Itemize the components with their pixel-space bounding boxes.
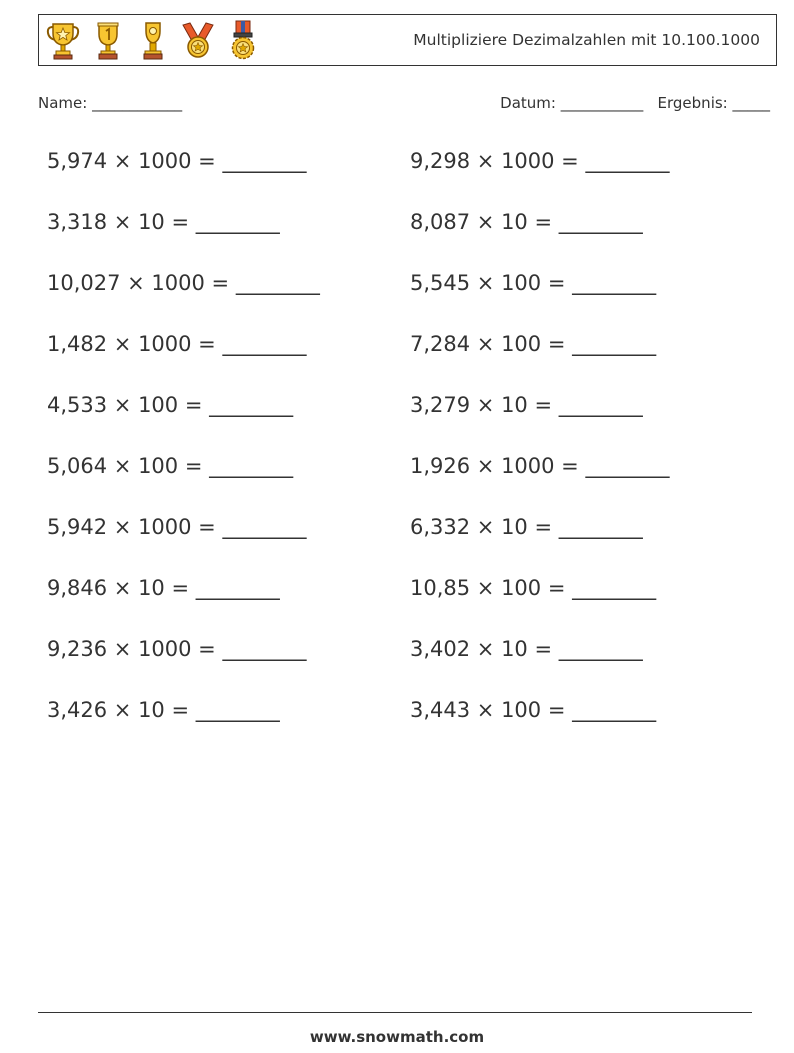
trophy-star-icon bbox=[45, 19, 81, 63]
problem-8: 7,284 × 100 = ________ bbox=[410, 332, 657, 356]
problem-7: 1,482 × 1000 = ________ bbox=[47, 332, 307, 356]
trophy-one-icon bbox=[90, 19, 126, 63]
worksheet-header bbox=[38, 14, 777, 66]
problem-16: 10,85 × 100 = ________ bbox=[410, 576, 657, 600]
result-field: Ergebnis: _____ bbox=[657, 94, 770, 112]
footer-website[interactable]: www.snowmath.com bbox=[309, 1028, 485, 1046]
problem-17: 9,236 × 1000 = ________ bbox=[47, 637, 307, 661]
problem-2: 9,298 × 1000 = ________ bbox=[410, 149, 670, 173]
problem-14: 6,332 × 10 = ________ bbox=[410, 515, 643, 539]
medal-ribbon-icon bbox=[180, 19, 216, 63]
trophy-cup-icon bbox=[135, 19, 171, 63]
problem-20: 3,443 × 100 = ________ bbox=[410, 698, 657, 722]
problem-12: 1,926 × 1000 = ________ bbox=[410, 454, 670, 478]
problem-11: 5,064 × 100 = ________ bbox=[47, 454, 294, 478]
problem-5: 10,027 × 1000 = ________ bbox=[47, 271, 320, 295]
medal-bar-icon bbox=[225, 19, 261, 63]
problem-6: 5,545 × 100 = ________ bbox=[410, 271, 657, 295]
problem-4: 8,087 × 10 = ________ bbox=[410, 210, 643, 234]
problem-9: 4,533 × 100 = ________ bbox=[47, 393, 294, 417]
footer-divider bbox=[38, 1012, 752, 1013]
award-icons bbox=[45, 19, 270, 63]
problem-15: 9,846 × 10 = ________ bbox=[47, 576, 280, 600]
problem-3: 3,318 × 10 = ________ bbox=[47, 210, 280, 234]
problem-19: 3,426 × 10 = ________ bbox=[47, 698, 280, 722]
date-result-fields bbox=[500, 94, 770, 112]
problem-1: 5,974 × 1000 = ________ bbox=[47, 149, 307, 173]
problem-10: 3,279 × 10 = ________ bbox=[410, 393, 643, 417]
worksheet-title: Multipliziere Dezimalzahlen mit 10.100.1000 bbox=[413, 31, 760, 49]
name-field: Name: ____________ bbox=[38, 94, 183, 112]
date-field: Datum: ___________ bbox=[500, 94, 644, 112]
problem-18: 3,402 × 10 = ________ bbox=[410, 637, 643, 661]
problem-13: 5,942 × 1000 = ________ bbox=[47, 515, 307, 539]
